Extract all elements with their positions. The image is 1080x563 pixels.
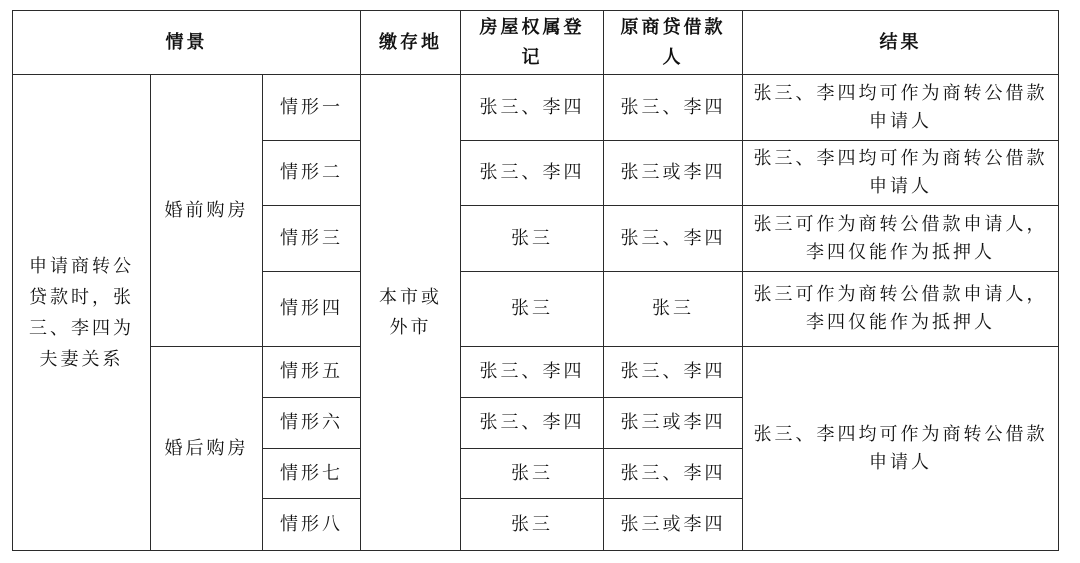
result-cell — [743, 206, 1059, 272]
result-cell — [743, 141, 1059, 206]
registration-cell: 张三 — [461, 206, 604, 272]
condition-cell — [13, 75, 151, 551]
group-cell-postmarital: 婚后购房 — [151, 347, 263, 551]
condition-text: 申请商转公贷款时，张三、李四为夫妻关系 — [29, 255, 134, 370]
borrower-cell: 张三或李四 — [604, 398, 743, 449]
borrower-cell: 张三、李四 — [604, 449, 743, 499]
group-cell-premarital: 婚前购房 — [151, 75, 263, 347]
registration-cell: 张三、李四 — [461, 141, 604, 206]
borrower-cell: 张三、李四 — [604, 206, 743, 272]
header-property-registration — [461, 11, 604, 75]
case-cell: 情形三 — [263, 206, 361, 272]
case-cell: 情形六 — [263, 398, 361, 449]
result-text: 张三可作为商转公借款申请人，李四仅能作为抵押人 — [753, 284, 1048, 333]
result-text: 张三、李四均可作为商转公借款申请人 — [753, 82, 1048, 132]
registration-cell: 张三、李四 — [461, 398, 604, 449]
header-property-registration-label: 房屋权属登记 — [479, 16, 585, 68]
location-text: 本市或外市 — [379, 286, 443, 338]
result-cell — [743, 272, 1059, 347]
borrower-cell: 张三 — [604, 272, 743, 347]
table-row — [13, 75, 1059, 141]
result-text: 张三可作为商转公借款申请人，李四仅能作为抵押人 — [753, 213, 1048, 263]
header-original-borrower-label: 原商贷借款人 — [620, 16, 726, 68]
registration-cell: 张三、李四 — [461, 75, 604, 141]
case-cell: 情形五 — [263, 347, 361, 398]
header-original-borrower — [604, 11, 743, 75]
case-cell: 情形一 — [263, 75, 361, 141]
borrower-cell: 张三、李四 — [604, 347, 743, 398]
result-cell — [743, 75, 1059, 141]
case-cell: 情形二 — [263, 141, 361, 206]
merged-result-cell — [743, 347, 1059, 551]
case-cell: 情形八 — [263, 499, 361, 551]
borrower-cell: 张三或李四 — [604, 141, 743, 206]
borrower-cell: 张三、李四 — [604, 75, 743, 141]
registration-cell: 张三、李四 — [461, 347, 604, 398]
registration-cell: 张三 — [461, 449, 604, 499]
borrower-cell: 张三或李四 — [604, 499, 743, 551]
header-location: 缴存地 — [361, 11, 461, 75]
location-cell — [361, 75, 461, 551]
header-row — [13, 11, 1059, 75]
header-scenario: 情景 — [13, 11, 361, 75]
registration-cell: 张三 — [461, 272, 604, 347]
result-text: 张三、李四均可作为商转公借款申请人 — [753, 148, 1048, 197]
table-row — [13, 347, 1059, 398]
merged-result-text: 张三、李四均可作为商转公借款申请人 — [753, 423, 1048, 473]
registration-cell: 张三 — [461, 499, 604, 551]
header-result: 结果 — [743, 11, 1059, 75]
scenario-table — [12, 10, 1059, 551]
case-cell: 情形四 — [263, 272, 361, 347]
case-cell: 情形七 — [263, 449, 361, 499]
